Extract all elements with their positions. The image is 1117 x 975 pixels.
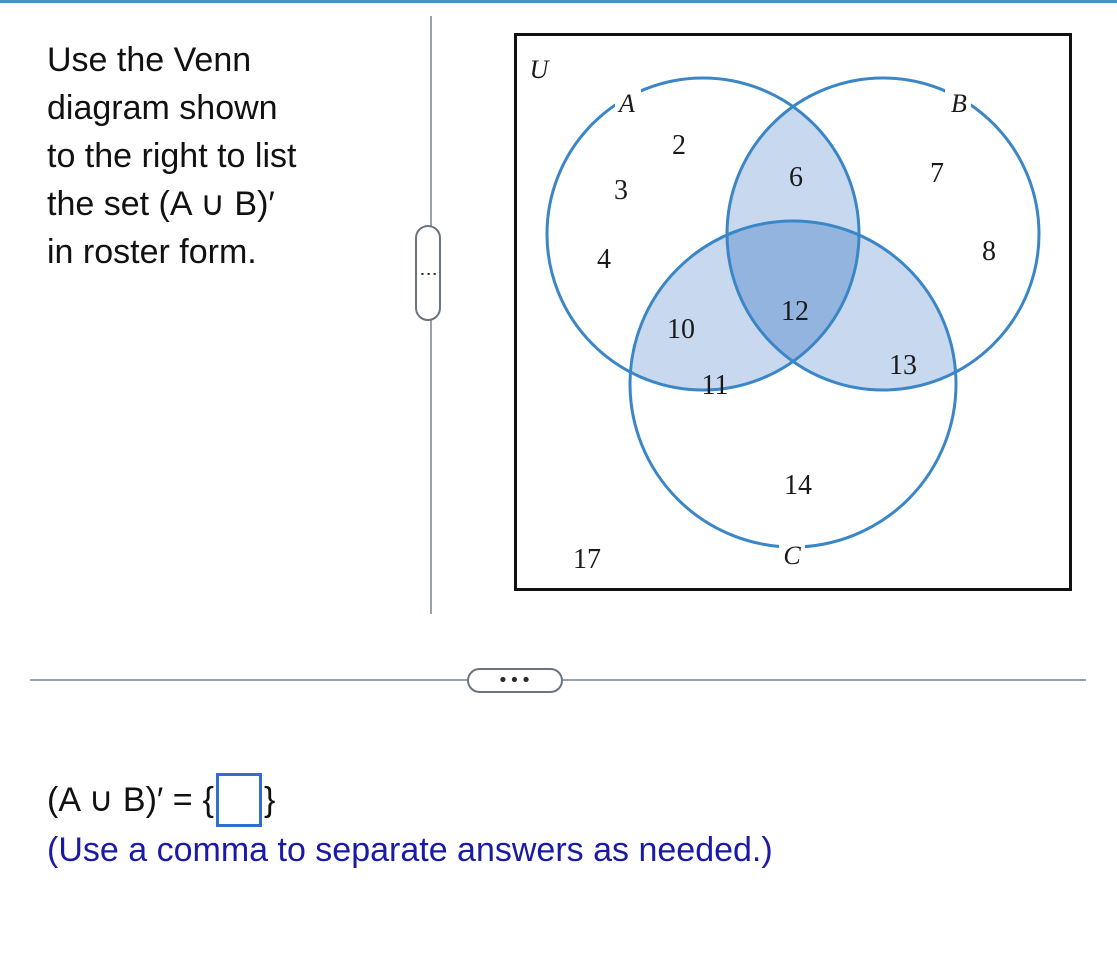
element-label: 11 — [701, 370, 729, 401]
question-line: the set (A ∪ B)′ — [47, 185, 275, 223]
element-label: 14 — [784, 470, 812, 501]
top-accent-rule — [0, 0, 1117, 3]
element-label: 2 — [672, 130, 686, 161]
answer-line — [47, 772, 275, 828]
open-brace: { — [202, 781, 214, 819]
set-c-label: C — [783, 541, 801, 570]
answer-lhs: (A ∪ B)′ = — [47, 781, 193, 819]
set-b-label: B — [951, 89, 967, 118]
element-label: 4 — [597, 244, 611, 275]
vertical-ellipsis-icon: ⋮ — [418, 265, 439, 281]
element-label: 10 — [667, 314, 695, 345]
answer-input[interactable] — [216, 773, 262, 827]
question-line: diagram shown — [47, 89, 278, 127]
element-label: 17 — [573, 544, 601, 575]
horizontal-resize-handle[interactable] — [467, 668, 563, 693]
question-text — [47, 36, 377, 276]
element-label: 12 — [781, 296, 809, 327]
question-line: in roster form. — [47, 233, 257, 271]
vertical-resize-handle[interactable] — [415, 225, 441, 321]
horizontal-ellipsis-icon: ••• — [497, 669, 533, 691]
element-label: 13 — [889, 350, 917, 381]
question-line: to the right to list — [47, 137, 297, 175]
question-line: Use the Venn — [47, 41, 252, 79]
element-label: 6 — [789, 162, 803, 193]
close-brace: } — [263, 781, 276, 819]
element-label: 8 — [982, 236, 996, 267]
element-label: 7 — [930, 158, 944, 189]
answer-hint: (Use a comma to separate answers as needed.) — [47, 831, 773, 869]
element-label: 3 — [614, 175, 628, 206]
universe-label: U — [529, 55, 549, 84]
venn-diagram-figure — [514, 33, 1072, 591]
set-a-label: A — [619, 89, 635, 118]
venn-diagram — [517, 36, 1069, 588]
